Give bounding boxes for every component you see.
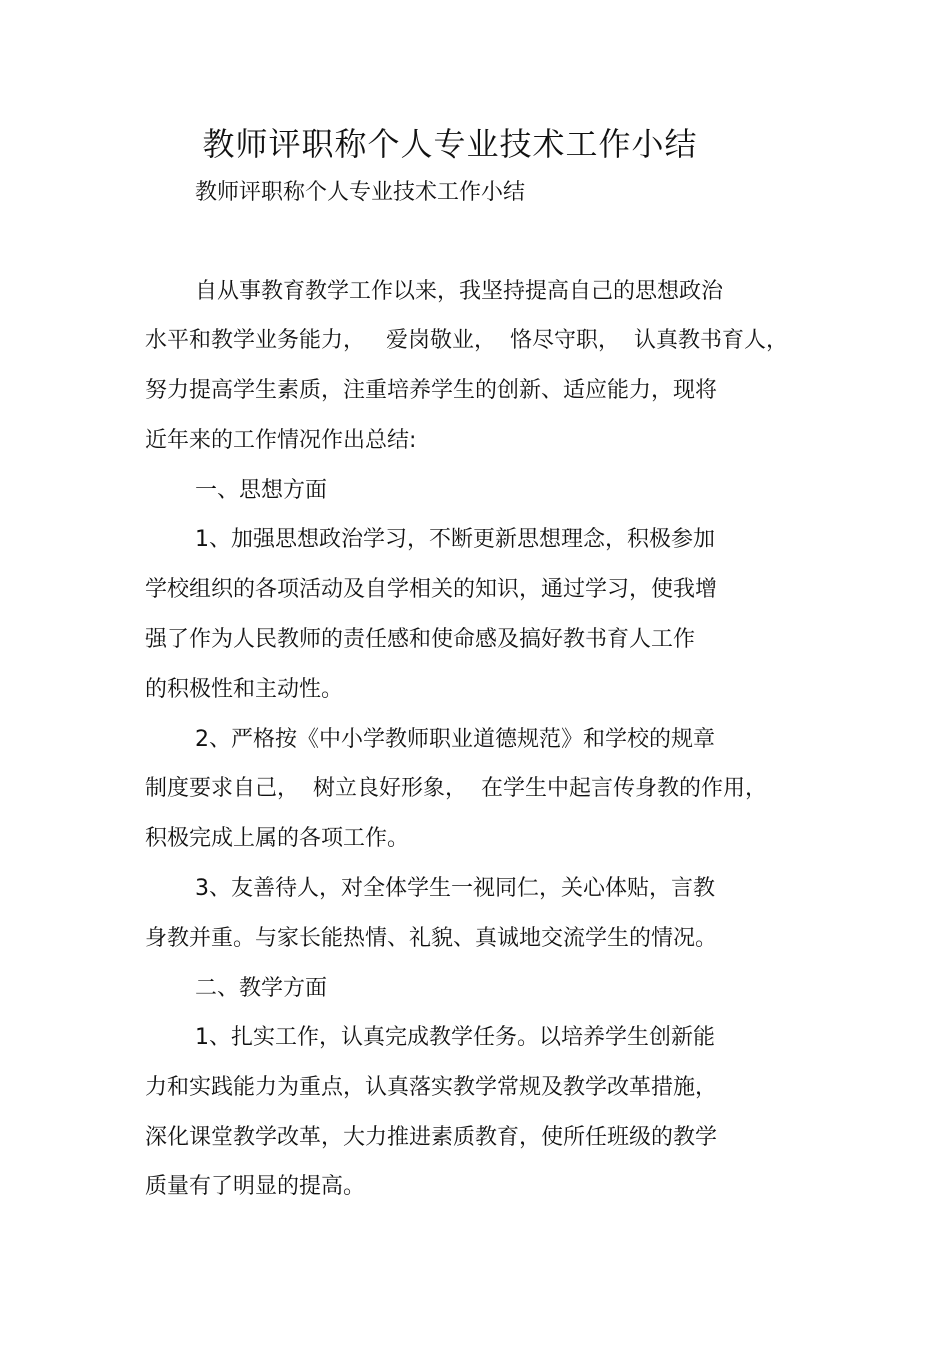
paragraph-line: 1、扎实工作，认真完成教学任务。以培养学生创新能 xyxy=(195,1025,715,1050)
paragraph-line: 制度要求自己， 树立良好形象， 在学生中起言传身教的作用， xyxy=(145,776,767,801)
paragraph-line: 强了作为人民教师的责任感和使命感及搞好教书育人工作 xyxy=(145,627,696,652)
paragraph-line: 2、严格按《中小学教师职业道德规范》和学校的规章 xyxy=(195,727,715,752)
paragraph-line: 深化课堂教学改革，大力推进素质教育，使所任班级的教学 xyxy=(145,1125,718,1150)
section-heading: 一、思想方面 xyxy=(195,478,328,503)
paragraph-line: 身教并重。与家长能热情、礼貌、真诚地交流学生的情况。 xyxy=(145,926,718,951)
paragraph-line: 3、友善待人，对全体学生一视同仁，关心体贴，言教 xyxy=(195,876,715,901)
paragraph-line: 努力提高学生素质，注重培养学生的创新、适应能力，现将 xyxy=(145,378,718,403)
paragraph-line: 近年来的工作情况作出总结: xyxy=(145,428,417,453)
paragraph-line: 自从事教育教学工作以来，我坚持提高自己的思想政治 xyxy=(195,279,724,304)
paragraph-line: 1、加强思想政治学习，不断更新思想理念，积极参加 xyxy=(195,527,715,552)
paragraph-line: 水平和教学业务能力， 爱岗敬业， 恪尽守职， 认真教书育人， xyxy=(145,328,788,353)
paragraph-line: 学校组织的各项活动及自学相关的知识，通过学习，使我增 xyxy=(145,577,718,602)
paragraph-line: 力和实践能力为重点，认真落实教学常规及教学改革措施， xyxy=(145,1075,718,1100)
paragraph-line: 质量有了明显的提高。 xyxy=(145,1174,366,1199)
document-subtitle: 教师评职称个人专业技术工作小结 xyxy=(195,180,526,205)
section-heading: 二、教学方面 xyxy=(195,976,328,1001)
paragraph-line: 的积极性和主动性。 xyxy=(145,677,344,702)
paragraph-line: 积极完成上属的各项工作。 xyxy=(145,826,410,851)
document-title: 教师评职称个人专业技术工作小结 xyxy=(202,125,698,163)
